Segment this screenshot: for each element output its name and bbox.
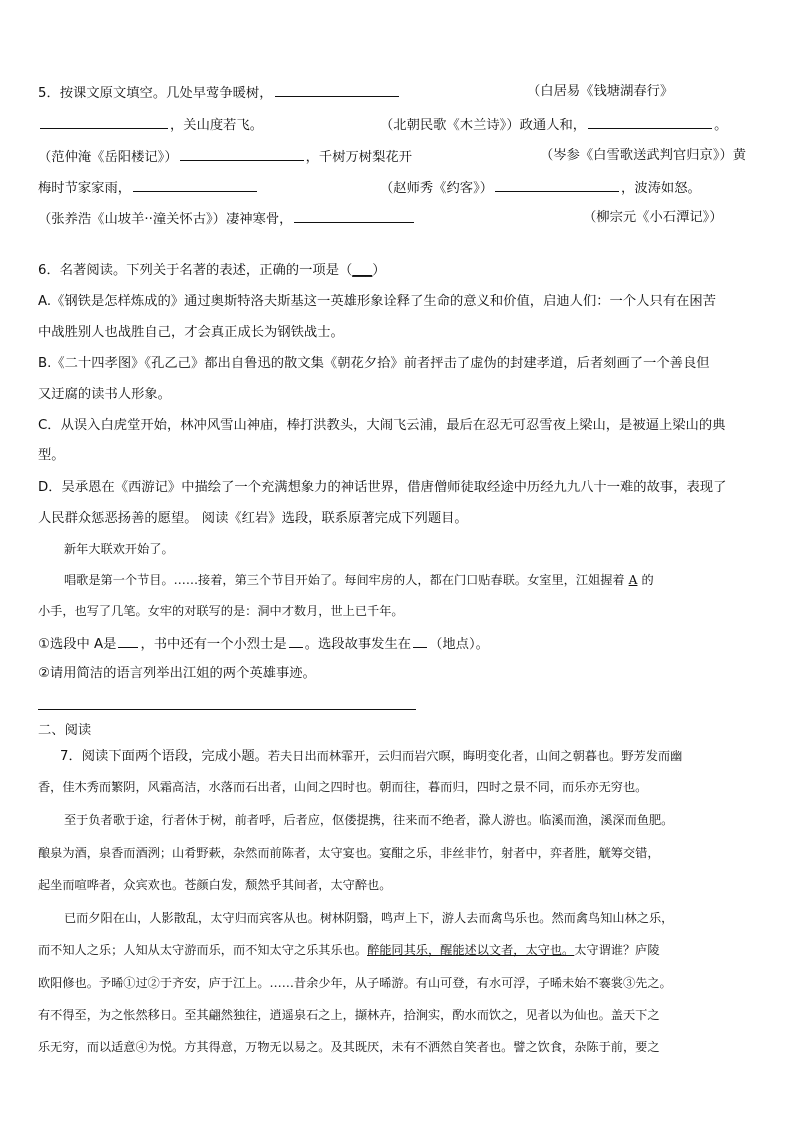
fill-blank[interactable]	[118, 634, 138, 648]
q5-line-1	[38, 83, 401, 103]
fill-blank[interactable]	[294, 209, 414, 223]
answer-line[interactable]	[38, 709, 416, 710]
q5-text: ，关山度若飞。	[170, 118, 264, 133]
classical-text-line-2: 香，佳木秀而繁阴，风霜高洁，水落而石出者，山间之四时也。朝而往，暮而归，四时之景不同，而乐亦无穷也。	[38, 780, 648, 794]
q5-text: （赵师秀《约客》）	[380, 181, 494, 196]
q7-line-1	[60, 748, 682, 766]
q6-stem-text: 6．名著阅读。下列关于名著的表述，正确的一项是（	[38, 263, 353, 278]
underlined-sentence: 醉能同其乐，醒能述以文者，太守也。	[367, 943, 575, 957]
section-heading: 二、阅读	[38, 723, 92, 738]
classical-text: 太守谓谁？庐陵	[574, 943, 660, 957]
classical-text-line-7	[38, 942, 660, 958]
q6-subquestion-2: ②请用简洁的语言列举出江姐的两个英雄事迹。	[38, 666, 316, 681]
q5-line-2b	[380, 115, 727, 135]
q6-option-b-line-2: 又迂腐的读书人形象。	[38, 387, 171, 402]
q6-stem	[38, 262, 386, 280]
q5-source-cen: （岑参《白雪歌送武判官归京》）黄	[540, 148, 747, 163]
hongyan-passage-line-3: 小手，也写了几笔。女牢的对联写的是：洞中才数月，世上已千年。	[38, 604, 404, 618]
q5-text: ，波涛如怒。	[621, 181, 701, 196]
passage-text: 唱歌是第一个节目。……接着，第三个节目开始了。每间牢房的人，都在门口贴春联。女室里，江姐握着	[64, 573, 625, 587]
q5-text: 5．按课文原文填空。几处早莺争暖树，	[38, 86, 273, 101]
classical-text-line-10: 乐无穷，而以适意④为悦。方其得意，万物无以易之。及其既厌，未有不洒然自笑者也。譬之饮食，杂陈于前，要之	[38, 1040, 660, 1054]
q7-stem: 7．阅读下面两个语段，完成小题。	[60, 749, 268, 764]
q5-text: （北朝民歌《木兰诗》）政通人和，	[380, 118, 587, 133]
classical-text-line-5: 起坐而喧哗者，众宾欢也。苍颜白发，颓然乎其间者，太守醉也。	[38, 878, 392, 892]
subq-text: ①选段中 A是	[38, 637, 117, 652]
fill-blank[interactable]	[180, 147, 304, 161]
q5-line-2	[38, 115, 263, 135]
q5-text: 梅时节家家雨，	[38, 181, 132, 196]
classical-text-line-9: 有不得至，为之怅然移日。至其翩然独往，逍遥泉石之上，撷林卉，拾涧实，酌水而饮之，见者以为仙也。盖天下之	[38, 1008, 660, 1022]
fill-blank[interactable]	[495, 178, 619, 192]
q5-text: ，千树万树梨花开	[305, 150, 412, 165]
fill-blank[interactable]	[40, 115, 168, 129]
fill-blank[interactable]	[133, 178, 257, 192]
fill-blank[interactable]	[275, 83, 399, 97]
answer-blank[interactable]: ___	[352, 263, 373, 278]
subq-text: 。选段故事发生在	[304, 637, 412, 652]
hongyan-passage-line-2	[64, 572, 654, 588]
hongyan-passage-line-1: 新年大联欢开始了。	[64, 542, 174, 556]
q5-text: 。	[714, 118, 728, 133]
fill-blank[interactable]	[588, 115, 712, 129]
q5-line-5	[38, 209, 416, 229]
q6-option-c-line-2: 型。	[38, 448, 65, 463]
q5-line-3	[38, 147, 412, 167]
placeholder-a: A	[628, 573, 638, 587]
q6-option-d-line-1: D．吴承恩在《西游记》中描绘了一个充满想象力的神话世界，借唐僧师徒取经途中历经九九八十一难的故事，表现了	[38, 480, 727, 495]
q6-option-a-line-2: 中战胜别人也战胜自己，才会真正成长为钢铁战士。	[38, 325, 344, 340]
fill-blank[interactable]	[413, 634, 427, 648]
q6-option-b-line-1: B.《二十四孝图》《孔乙己》都出自鲁迅的散文集《朝花夕拾》前者抨击了虚伪的封建孝道，后者刻画了一个善良但	[38, 356, 710, 371]
q5-source-bai: （白居易《钱塘湖春行》	[527, 84, 674, 99]
subq-text: ，书中还有一个小烈士是	[140, 637, 287, 652]
classical-text-line-4: 酿泉为酒，泉香而酒洌；山肴野蔌，杂然而前陈者，太守宴也。宴酣之乐，非丝非竹，射者中，弈者胜，觥筹交错，	[38, 846, 660, 860]
classical-text: 若夫日出而林霏开，云归而岩穴暝，晦明变化者，山间之朝暮也。野芳发而幽	[267, 749, 683, 763]
q6-option-d-line-2: 人民群众惩恶扬善的愿望。 阅读《红岩》选段，联系原著完成下列题目。	[38, 511, 468, 526]
classical-text: 而不知人之乐；人知从太守游而乐，而不知太守之乐其乐也。	[38, 943, 368, 957]
q6-option-c-line-1: C．从误入白虎堂开始，林冲风雪山神庙，棒打洪教头，大闹飞云浦，最后在忍无可忍雪夜上梁山，是被逼上梁山的典	[38, 418, 726, 433]
classical-text-line-8: 欧阳修也。予晞①过②于齐安，庐于江上。……昔余少年，从子晞游。有山可登，有水可浮，子晞未始不褰裳③先之。	[38, 976, 672, 990]
passage-text: 的	[641, 573, 654, 587]
q6-subquestion-1	[38, 634, 489, 654]
q5-line-4b	[380, 178, 701, 198]
classical-text-line-6: 已而夕阳在山，人影散乱，太守归而宾客从也。树林阴翳，鸣声上下，游人去而禽鸟乐也。然而禽鸟知山林之乐，	[64, 911, 674, 925]
classical-text-line-3: 至于负者歌于途，行者休于树，前者呼，后者应，伛偻提携，往来而不绝者，滁人游也。临溪而渔，溪深而鱼肥。	[64, 813, 674, 827]
q5-text: （范仲淹《岳阳楼记》）	[38, 150, 178, 165]
fill-blank[interactable]	[289, 634, 303, 648]
q6-stem-close: ）	[372, 263, 386, 278]
q5-text: （张养浩《山坡羊··潼关怀古》）凄神寒骨，	[38, 212, 293, 227]
q6-option-a-line-1: A.《钢铁是怎样炼成的》通过奥斯特洛夫斯基这一英雄形象诠释了生命的意义和价值，启迪人们：一个人只有在困苦	[38, 294, 716, 309]
q5-source-liu: （柳宗元《小石潭记》）	[583, 210, 723, 225]
q5-line-4	[38, 178, 259, 198]
subq-text: （地点）。	[429, 637, 489, 652]
